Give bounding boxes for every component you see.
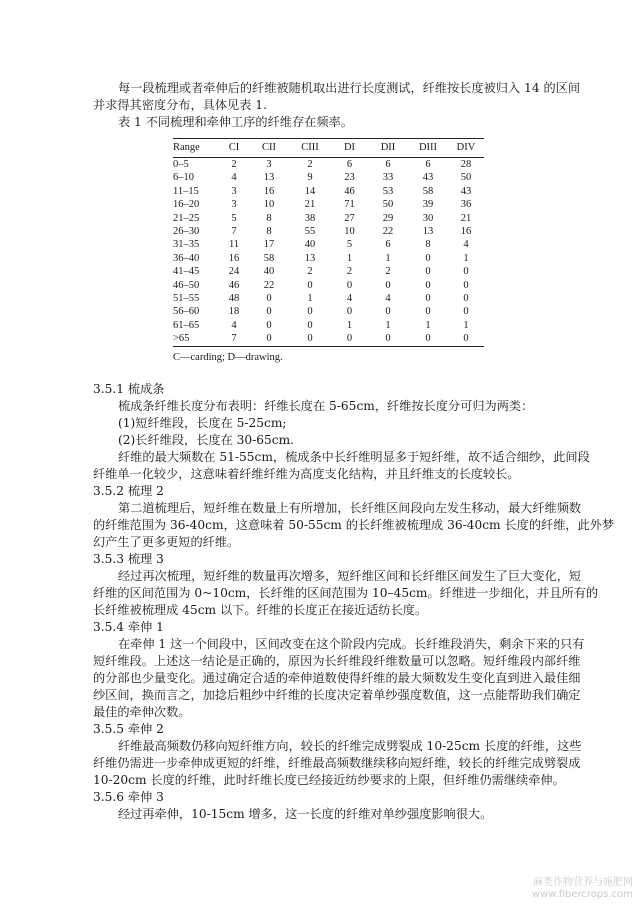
table-row — [173, 292, 484, 305]
frequency-cell: 58 — [263, 252, 275, 264]
frequency-cell: 5 — [346, 239, 353, 251]
frequency-cell: 3 — [231, 199, 237, 211]
frequency-cell: 8 — [425, 239, 431, 251]
frequency-cell: 4 — [346, 293, 353, 305]
frequency-cell: 2 — [231, 159, 237, 170]
frequency-cell: 7 — [231, 226, 237, 238]
frequency-cell: 9 — [307, 172, 313, 184]
table-row — [173, 332, 484, 346]
frequency-cell: 71 — [344, 199, 355, 211]
table-row — [173, 198, 484, 211]
range-cell: 26–30 — [173, 226, 200, 238]
frequency-cell: 48 — [228, 293, 240, 305]
column-header: DIII — [418, 142, 438, 153]
table-row — [173, 225, 484, 238]
frequency-cell: 0 — [463, 293, 469, 305]
frequency-cell: 13 — [304, 252, 316, 264]
table-row — [173, 171, 484, 184]
section-heading: 3.5.2 梳理 2 — [93, 484, 164, 498]
paragraph-line: 最佳的牵伸次数。 — [93, 705, 191, 719]
paragraph-line: 经过再牵伸，10-15cm 增多，这一长度的纤维对单纱强度影响很大。 — [118, 807, 493, 821]
frequency-cell: 43 — [460, 185, 472, 197]
frequency-cell: 21 — [304, 199, 316, 211]
frequency-cell: 0 — [266, 319, 272, 331]
frequency-cell: 17 — [263, 239, 275, 251]
column-header: DII — [380, 142, 396, 153]
frequency-cell: 1 — [307, 293, 313, 305]
paragraph-line: 经过再次梳理，短纤维的数量再次增多，短纤维区间和长纤维区间发生了巨大变化，短 — [118, 569, 582, 583]
paragraph-line: (1)短纤维段，长度在 5-25cm; — [118, 416, 287, 430]
frequency-cell: 7 — [231, 333, 237, 345]
paragraph-line: 纤维的区间范围为 0~10cm，长纤维的区间范围为 10–45cm。纤维进一步细化，并且所有的 — [93, 586, 599, 600]
frequency-cell: 0 — [425, 306, 431, 318]
frequency-cell: 16 — [460, 226, 472, 238]
paragraph-line: 纱区间，换而言之，加捻后粗纱中纤维的长度决定着单纱强度数值，这一点能帮助我们确定 — [93, 688, 581, 702]
table-row — [173, 279, 484, 292]
frequency-cell: 0 — [307, 306, 313, 318]
paragraph-line: 纤维单一化较少，这意味着纤维纤维为高度支化结构，并且纤维支的长度较长。 — [93, 467, 520, 481]
frequency-cell: 1 — [463, 319, 469, 331]
range-cell: 56–60 — [173, 306, 200, 318]
frequency-cell: 6 — [385, 159, 391, 170]
frequency-cell: 0 — [385, 279, 391, 291]
range-cell: 21–25 — [173, 212, 200, 224]
frequency-cell: 23 — [344, 172, 355, 184]
table-row — [173, 158, 484, 172]
frequency-cell: 27 — [344, 212, 355, 224]
frequency-cell: 50 — [382, 199, 394, 211]
frequency-cell: 1 — [385, 319, 391, 331]
column-header: DIV — [456, 142, 476, 153]
frequency-cell: 0 — [463, 306, 469, 318]
paragraph-line: 第二道梳理后，短纤维在数量上有所增加，长纤维区间段向左发生移动，最大纤维频数 — [118, 501, 582, 515]
frequency-cell: 28 — [460, 159, 472, 170]
intro-line-2: 并求得其密度分布，具体见表 1. — [93, 98, 267, 112]
frequency-cell: 0 — [266, 306, 272, 318]
frequency-cell: 0 — [425, 279, 431, 291]
paragraph-line: 纤维最高频数仍移向短纤维方向，较长的纤维完成劈裂成 10-25cm 长度的纤维，这些 — [118, 739, 582, 753]
frequency-cell: 6 — [425, 159, 431, 170]
paragraph-line: (2)长纤维段，长度在 30-65cm. — [118, 433, 295, 447]
frequency-cell: 39 — [422, 199, 434, 211]
frequency-cell: 0 — [346, 306, 353, 318]
frequency-cell: 4 — [463, 239, 469, 251]
site-watermark — [532, 877, 633, 901]
paragraph-line: 梳成条纤维长度分布表明：纤维长度在 5-65cm，纤维按长度分可归为两类： — [118, 399, 534, 413]
paragraph-line: 在牵伸 1 这一个间段中，区间改变在这个阶段内完成。长纤维段消失，剩余下来的只有 — [118, 637, 585, 651]
frequency-cell: 0 — [425, 293, 431, 305]
frequency-cell: 0 — [346, 333, 353, 345]
range-cell: 31–35 — [173, 239, 200, 251]
paragraph-line: 纤维的最大频数在 51-55cm，梳成条中长纤维明显多于短纤维，故不适合细纱，此间段 — [118, 450, 590, 464]
table-row — [173, 319, 484, 332]
frequency-cell: 1 — [463, 252, 469, 264]
frequency-cell: 4 — [231, 172, 237, 184]
frequency-cell: 22 — [382, 226, 394, 238]
section-heading: 3.5.3 梳理 3 — [93, 552, 164, 566]
table-row — [173, 252, 484, 265]
frequency-cell: 0 — [385, 333, 391, 345]
frequency-cell: 22 — [263, 279, 275, 291]
frequency-cell: 14 — [304, 185, 316, 197]
frequency-cell: 3 — [231, 185, 237, 197]
paragraph-line: 10-20cm 长度的纤维，此时纤维长度已经接近纺纱要求的上限，但纤维仍需继续牵伸。 — [93, 773, 565, 787]
frequency-cell: 38 — [304, 212, 316, 224]
column-header: CII — [262, 142, 276, 153]
section-heading: 3.5.6 牵伸 3 — [93, 790, 164, 804]
frequency-cell: 36 — [460, 199, 472, 211]
column-header: CIII — [301, 142, 319, 153]
frequency-cell: 0 — [307, 279, 313, 291]
frequency-cell: 40 — [263, 266, 275, 278]
table-header-row — [173, 139, 484, 158]
column-header: CI — [228, 142, 240, 153]
frequency-cell: 46 — [344, 185, 355, 197]
range-cell: 61–65 — [173, 319, 200, 331]
table-caption: 表 1 不同梳理和牵伸工序的纤维存在频率。 — [118, 115, 353, 129]
table-row — [173, 305, 484, 318]
range-cell: 46–50 — [173, 279, 200, 291]
frequency-cell: 2 — [346, 266, 353, 278]
section-heading: 3.5.5 牵伸 2 — [93, 722, 164, 736]
frequency-cell: 6 — [385, 239, 391, 251]
frequency-cell: 5 — [231, 212, 237, 224]
watermark-url: www.fibercrops.com — [531, 889, 633, 900]
table-row — [173, 212, 484, 225]
frequency-cell: 58 — [422, 185, 434, 197]
frequency-cell: 3 — [266, 159, 272, 170]
frequency-cell: 1 — [425, 319, 431, 331]
paragraph-line: 幻产生了更多更短的纤维。 — [93, 535, 240, 549]
range-cell: >65 — [173, 333, 190, 345]
section-heading: 3.5.1 梳成条 — [93, 382, 165, 396]
column-header: DI — [343, 142, 356, 153]
paragraph-line: 短纤维段。上述这一结论是正确的，原因为长纤维段纤维数量可以忽略。短纤维段内部纤维 — [93, 654, 581, 668]
frequency-cell: 1 — [346, 252, 353, 264]
frequency-cell: 0 — [266, 333, 272, 345]
frequency-cell: 0 — [385, 306, 391, 318]
frequency-cell: 0 — [463, 266, 469, 278]
frequency-cell: 0 — [425, 333, 431, 345]
section-heading: 3.5.4 牵伸 1 — [93, 620, 164, 634]
paragraph-line: 纤维仍需进一步牵伸成更短的纤维，纤维最高频数继续移向短纤维，较长的纤维完成劈裂成 — [93, 756, 581, 770]
frequency-cell: 24 — [228, 266, 240, 278]
range-cell: 6–10 — [173, 172, 194, 184]
frequency-cell: 30 — [422, 212, 434, 224]
range-cell: 0–5 — [173, 159, 189, 170]
frequency-cell: 0 — [463, 279, 469, 291]
fiber-frequency-table — [173, 138, 484, 347]
frequency-cell: 0 — [307, 319, 313, 331]
frequency-cell: 10 — [344, 226, 355, 238]
frequency-cell: 46 — [228, 279, 240, 291]
paragraph-line: 的纤维范围为 36-40cm，这意味着 50-55cm 的长纤维被梳理成 36-40cm 长度的纤维，此外梦 — [93, 518, 615, 532]
range-cell: 11–15 — [173, 185, 199, 197]
column-header: Range — [173, 142, 200, 153]
frequency-cell: 13 — [422, 226, 434, 238]
range-cell: 41–45 — [173, 266, 200, 278]
frequency-cell: 0 — [266, 293, 272, 305]
range-cell: 36–40 — [173, 252, 200, 264]
frequency-cell: 43 — [422, 172, 434, 184]
frequency-cell: 11 — [228, 239, 240, 251]
frequency-cell: 29 — [382, 212, 394, 224]
frequency-cell: 0 — [346, 279, 353, 291]
paragraph-line: 的分部也少量变化。通过确定合适的牵伸道数使得纤维的最大频数发生变化直到进入最佳细 — [93, 671, 581, 685]
table-row — [173, 185, 484, 198]
frequency-cell: 2 — [307, 159, 313, 170]
paragraph-line: 长纤维被梳理成 45cm 以下。纤维的长度正在接近适纺长度。 — [93, 603, 428, 617]
watermark-name: 麻类作物营养与施肥网 — [533, 877, 633, 888]
frequency-cell: 8 — [266, 226, 272, 238]
frequency-cell: 1 — [385, 252, 391, 264]
frequency-cell: 8 — [266, 212, 272, 224]
frequency-cell: 0 — [425, 266, 431, 278]
range-cell: 16–20 — [173, 199, 200, 211]
frequency-cell: 4 — [385, 293, 391, 305]
frequency-cell: 0 — [425, 252, 431, 264]
intro-line-1: 每一段梳理或者牵伸后的纤维被随机取出进行长度测试，纤维按长度被归入 14 的区间 — [118, 81, 581, 95]
frequency-cell: 18 — [228, 306, 240, 318]
frequency-cell: 0 — [463, 333, 469, 345]
range-cell: 51–55 — [173, 293, 200, 305]
table-note: C—carding; D—drawing. — [173, 352, 283, 363]
table-row — [173, 238, 484, 251]
frequency-cell: 2 — [307, 266, 313, 278]
frequency-cell: 1 — [346, 319, 353, 331]
frequency-cell: 13 — [263, 172, 275, 184]
table-row — [173, 265, 484, 278]
frequency-cell: 53 — [382, 185, 394, 197]
frequency-cell: 0 — [307, 333, 313, 345]
frequency-cell: 6 — [346, 159, 353, 170]
frequency-cell: 4 — [231, 319, 237, 331]
frequency-cell: 50 — [460, 172, 472, 184]
frequency-cell: 55 — [304, 226, 316, 238]
frequency-cell: 16 — [228, 252, 240, 264]
frequency-cell: 21 — [460, 212, 472, 224]
frequency-cell: 2 — [385, 266, 391, 278]
frequency-cell: 33 — [382, 172, 394, 184]
frequency-cell: 40 — [304, 239, 316, 251]
frequency-cell: 16 — [263, 185, 275, 197]
frequency-cell: 10 — [263, 199, 275, 211]
